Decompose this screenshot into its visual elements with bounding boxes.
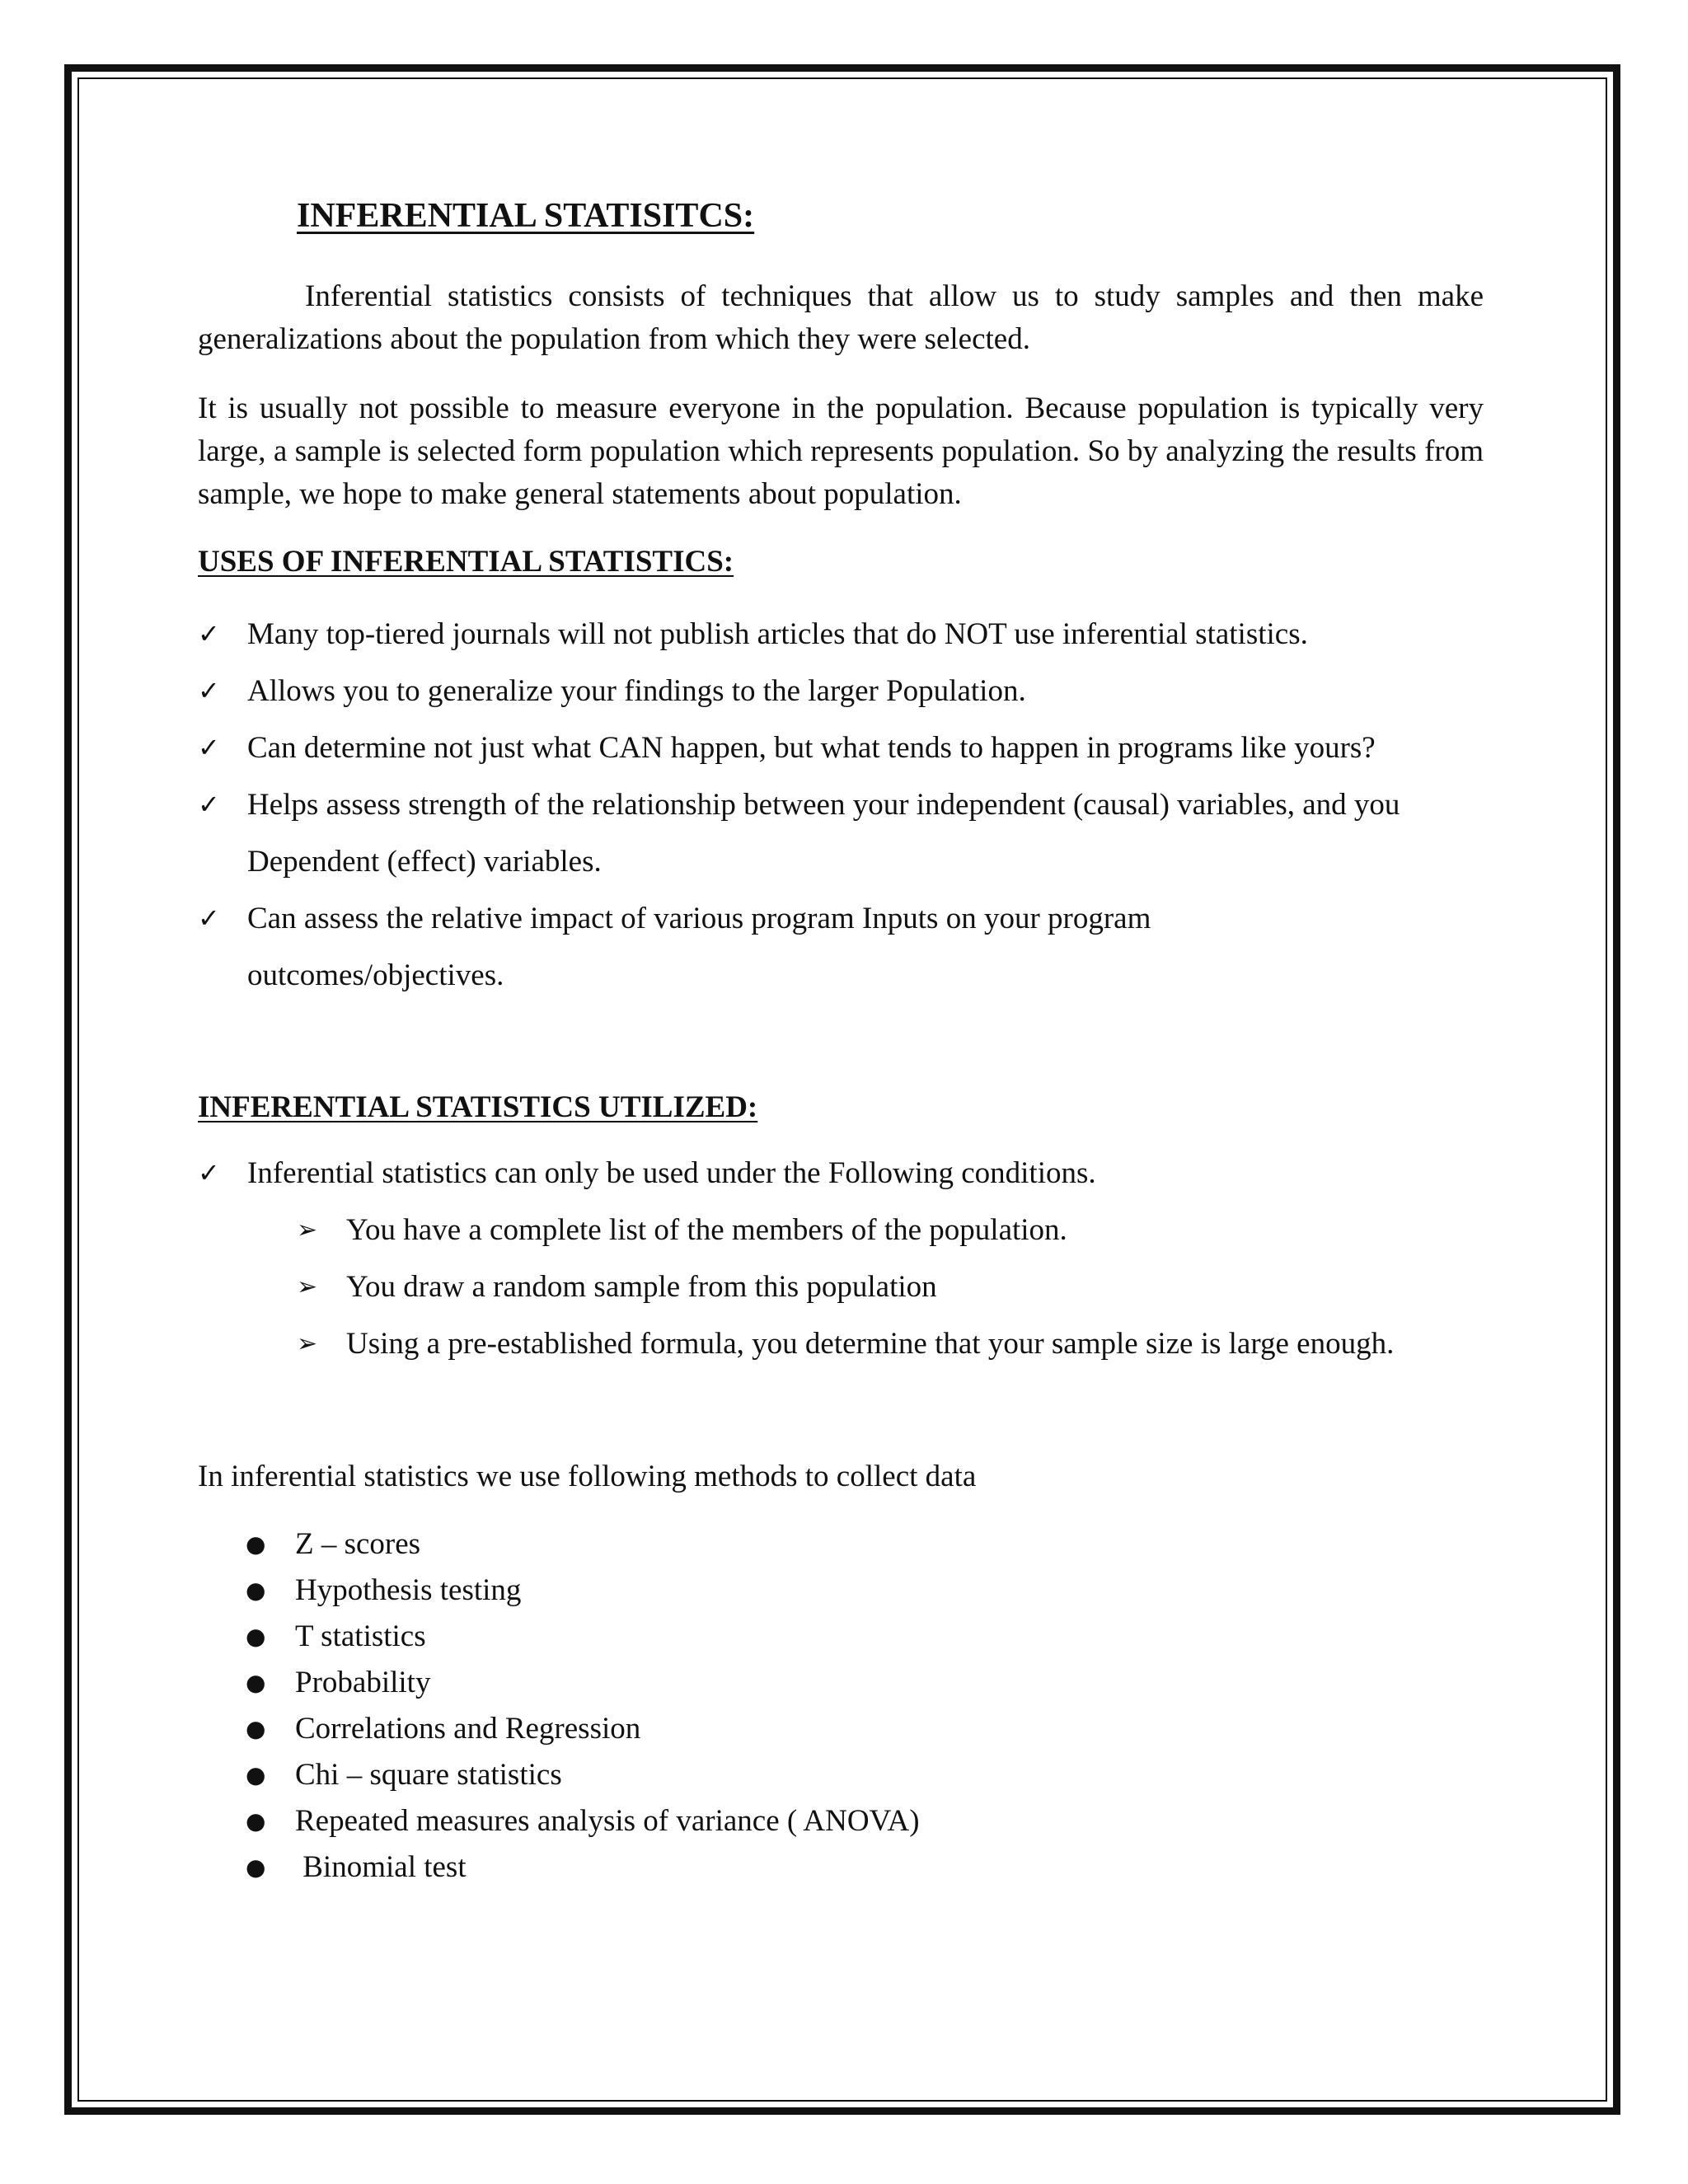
checkmark-icon: ✓ bbox=[198, 789, 220, 820]
checkmark-icon: ✓ bbox=[198, 732, 220, 763]
methods-intro: In inferential statistics we use following methods to collect data bbox=[198, 1460, 977, 1493]
utilized-heading: INFERENTIAL STATISTICS UTILIZED: bbox=[198, 1090, 758, 1124]
methods-list bbox=[246, 1521, 1235, 1891]
list-item: ● Correlations and Regression bbox=[246, 1706, 1235, 1752]
intro-paragraph: Inferential statistics consists of techniques that allow us to study samples and then make generalizations about the population from which they were selected. bbox=[198, 279, 1484, 356]
list-item: ● T statistics bbox=[246, 1614, 1235, 1660]
round-bullet-icon: ● bbox=[246, 1854, 266, 1881]
uses-item: ✓ Can assess the relative impact of various program Inputs on your program outcomes/objectives. bbox=[198, 890, 1261, 1004]
list-item: ● Binomial test bbox=[246, 1844, 1235, 1891]
uses-item: ✓ Helps assess strength of the relationship between your independent (causal) variables, and you Dependent (effect) variables. bbox=[198, 776, 1451, 890]
uses-item: ✓ Can determine not just what CAN happen, but what tends to happen in programs like yours? bbox=[198, 719, 1484, 776]
round-bullet-icon: ● bbox=[246, 1807, 266, 1835]
list-item: ● Z – scores bbox=[246, 1521, 1235, 1568]
round-bullet-icon: ● bbox=[246, 1577, 266, 1604]
arrowhead-bullet-icon: ➢ bbox=[297, 1329, 318, 1358]
condition-subitem: ➢ You have a complete list of the members of the population. bbox=[297, 1202, 1484, 1258]
checkmark-icon: ✓ bbox=[198, 675, 220, 706]
checkmark-icon: ✓ bbox=[198, 618, 220, 649]
list-item: ● Repeated measures analysis of variance ( ANOVA) bbox=[246, 1798, 1235, 1844]
arrowhead-bullet-icon: ➢ bbox=[297, 1272, 318, 1301]
uses-item: ✓ Many top-tiered journals will not publish articles that do NOT use inferential statistics. bbox=[198, 606, 1484, 663]
checkmark-icon: ✓ bbox=[198, 1157, 220, 1188]
arrowhead-bullet-icon: ➢ bbox=[297, 1216, 318, 1244]
uses-heading: USES OF INFERENTIAL STATISTICS: bbox=[198, 545, 734, 579]
list-item: ● Probability bbox=[246, 1660, 1235, 1706]
round-bullet-icon: ● bbox=[246, 1623, 266, 1650]
list-item: ● Hypothesis testing bbox=[246, 1568, 1235, 1614]
round-bullet-icon: ● bbox=[246, 1715, 266, 1742]
checkmark-icon: ✓ bbox=[198, 902, 220, 934]
uses-item: ✓ Allows you to generalize your findings to the larger Population. bbox=[198, 663, 1484, 719]
condition-subitem: ➢ You draw a random sample from this population bbox=[297, 1258, 1484, 1315]
page-title: INFERENTIAL STATISITCS: bbox=[297, 197, 755, 235]
round-bullet-icon: ● bbox=[246, 1761, 266, 1788]
population-paragraph: It is usually not possible to measure everyone in the population. Because population is typically very large, a sample is selected form population which represents population. So by analyzing the results from sample, we hope to make general statements about population. bbox=[198, 391, 1484, 511]
list-item: ● Chi – square statistics bbox=[246, 1752, 1235, 1798]
condition-subitem: ➢ Using a pre-established formula, you determine that your sample size is large enough. bbox=[297, 1315, 1484, 1372]
round-bullet-icon: ● bbox=[246, 1669, 266, 1696]
round-bullet-icon: ● bbox=[246, 1530, 266, 1558]
conditions-item: ✓ Inferential statistics can only be used under the Following conditions. bbox=[198, 1145, 1484, 1202]
